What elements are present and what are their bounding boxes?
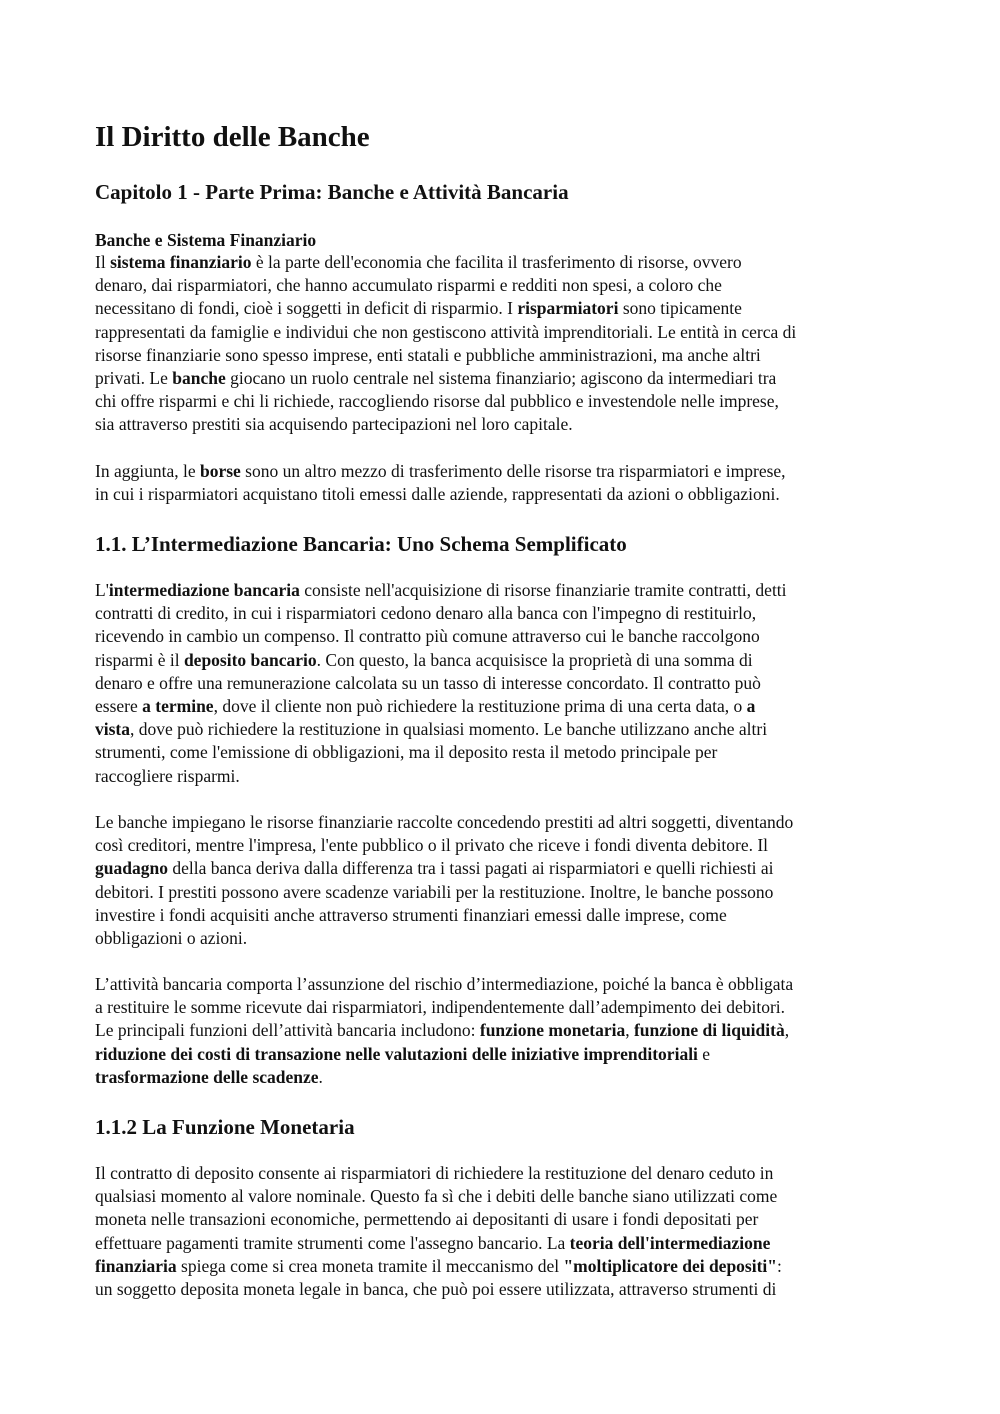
text-run: giocano un ruolo centrale nel sistema finanziario; agiscono da intermediari tra: [225, 367, 777, 388]
paragraph: [95, 251, 907, 437]
text-line: [95, 483, 907, 506]
text-run: privati. Le: [95, 367, 173, 388]
paragraph: [95, 973, 907, 1089]
text-run: In aggiunta, le: [95, 461, 200, 481]
text-run: denaro, dai risparmiatori, che hanno accumulato risparmi e redditi non spesi, a coloro che: [95, 275, 722, 296]
text-run: Le principali funzioni dell’attività bancaria includono:: [95, 1020, 480, 1041]
text-line: [95, 274, 907, 297]
text-line: [95, 1019, 907, 1042]
bold-term: intermediazione bancaria: [108, 580, 300, 600]
text-run: Il: [95, 252, 111, 272]
text-run: . Con questo, la banca acquisisce la proprietà di una somma di: [316, 649, 753, 670]
bold-term: "moltiplicatore dei depositi": [563, 1255, 778, 1276]
text-run: un soggetto deposita moneta legale in banca, che può poi essere utilizzata, attraverso strumenti di: [95, 1278, 777, 1299]
text-run: a restituire le somme ricevute dai risparmiatori, indipendentemente dall’adempimento dei debitori.: [95, 997, 786, 1018]
bold-term: deposito bancario: [183, 649, 317, 670]
section-heading-intermediazione: 1.1. L’Intermediazione Bancaria: Uno Schema Semplificato: [95, 532, 627, 556]
text-run: spiega come si crea moneta tramite il meccanismo del: [176, 1255, 564, 1276]
text-run: è la parte dell'economia che facilita il trasferimento di risorse, ovvero: [251, 252, 742, 272]
text-line: [95, 625, 907, 648]
bold-term: trasformazione delle scadenze: [95, 1066, 319, 1087]
text-run: Il contratto di deposito consente ai risparmiatori di richiedere la restituzione del denaro ceduto in: [95, 1163, 774, 1183]
text-line: [95, 413, 907, 436]
text-run: ,: [625, 1020, 634, 1041]
text-line: [95, 811, 907, 834]
text-line: [95, 602, 907, 625]
bold-term: sistema finanziario: [110, 252, 252, 272]
text-run: risorse finanziarie sono spesso imprese, enti statali e pubbliche amministrazioni, ma anche altri: [95, 344, 761, 365]
text-line: [95, 996, 907, 1019]
text-run: investire i fondi acquisiti anche attraverso strumenti finanziari emessi dalle imprese, come: [95, 904, 727, 925]
text-run: Le banche impiegano le risorse finanziarie raccolte concedendo prestiti ad altri soggetti, diventando: [95, 812, 794, 832]
text-line: [95, 904, 907, 927]
text-line: [95, 927, 907, 950]
bold-term: borse: [199, 461, 241, 481]
text-line: [95, 1278, 907, 1301]
text-line: [95, 579, 907, 602]
bold-term: a: [746, 695, 756, 716]
bold-term: vista: [95, 719, 130, 740]
text-run: della banca deriva dalla differenza tra i tassi pagati ai risparmiatori e quelli richiesti ai: [167, 858, 774, 879]
text-run: essere: [95, 695, 143, 716]
bold-term: guadagno: [95, 858, 168, 879]
text-line: [95, 251, 907, 274]
text-run: consiste nell'acquisizione di risorse finanziarie tramite contratti, detti: [299, 580, 787, 600]
text-run: debitori. I prestiti possono avere scadenze variabili per la restituzione. Inoltre, le banche possono: [95, 881, 774, 902]
text-run: ,: [784, 1020, 790, 1041]
chapter-heading: Capitolo 1 - Parte Prima: Banche e Attività Bancaria: [95, 180, 569, 204]
text-run: e: [697, 1043, 711, 1064]
text-line: [95, 297, 907, 320]
text-line: [95, 1066, 907, 1089]
text-line: [95, 765, 907, 788]
text-line: [95, 695, 907, 718]
text-line: [95, 1208, 907, 1231]
text-line: [95, 1185, 907, 1208]
paragraph: [95, 460, 907, 506]
text-line: [95, 741, 907, 764]
text-run: chi offre risparmi e chi li richiede, raccogliendo risorse dal pubblico e investendole nelle imprese,: [95, 391, 779, 412]
text-run: rappresentati da famiglie e individui che non gestiscono attività imprenditoriali. Le entità in cerca di: [95, 321, 797, 342]
paragraph: [95, 811, 907, 950]
text-line: [95, 460, 907, 483]
text-run: L’attività bancaria comporta l’assunzione del rischio d’intermediazione, poiché la banca è obbligata: [95, 974, 794, 994]
text-line: [95, 344, 907, 367]
text-run: sono un altro mezzo di trasferimento delle risorse tra risparmiatori e imprese,: [240, 461, 786, 481]
text-run: strumenti, come l'emissione di obbligazioni, ma il deposito resta il metodo principale per: [95, 742, 718, 763]
text-line: [95, 973, 907, 996]
bold-term: riduzione dei costi di transazione nelle valutazioni delle iniziative imprenditoriali: [95, 1043, 698, 1064]
text-run: necessitano di fondi, cioè i soggetti in deficit di risparmio. I: [95, 298, 518, 319]
bold-term: funzione di liquidità: [633, 1020, 785, 1041]
text-run: , dove il cliente non può richiedere la restituzione prima di una certa data, o: [213, 695, 747, 716]
bold-term: teoria dell'intermediazione: [569, 1232, 771, 1253]
text-run: , dove può richiedere la restituzione in qualsiasi momento. Le banche utilizzano anche altri: [130, 719, 768, 740]
text-line: [95, 857, 907, 880]
bold-term: finanziaria: [95, 1255, 177, 1276]
text-run: ricevendo in cambio un compenso. Il contratto più comune attraverso cui le banche raccolgono: [95, 626, 760, 647]
text-run: in cui i risparmiatori acquistano titoli emessi dalle aziende, rappresentati da azioni o obbligazioni.: [95, 484, 780, 505]
bold-term: risparmiatori: [517, 298, 619, 319]
bold-term: banche: [172, 367, 226, 388]
text-run: effettuare pagamenti tramite strumenti come l'assegno bancario. La: [95, 1232, 570, 1253]
text-run: sia attraverso prestiti sia acquisendo partecipazioni nel loro capitale.: [95, 414, 573, 435]
section-heading-funzione-monetaria: 1.1.2 La Funzione Monetaria: [95, 1115, 355, 1139]
text-run: così creditori, mentre l'impresa, l'ente pubblico o il privato che riceve i fondi diventa debitore. Il: [95, 835, 769, 856]
paragraph: [95, 1162, 907, 1301]
text-line: [95, 390, 907, 413]
text-run: .: [318, 1066, 323, 1087]
text-line: [95, 834, 907, 857]
text-run: L': [95, 580, 109, 600]
text-line: [95, 881, 907, 904]
text-line: [95, 1043, 907, 1066]
text-run: risparmi è il: [95, 649, 184, 670]
text-line: [95, 718, 907, 741]
text-run: qualsiasi momento al valore nominale. Questo fa sì che i debiti delle banche siano utilizzati come: [95, 1186, 778, 1207]
bold-term: funzione monetaria: [479, 1020, 626, 1041]
text-run: raccogliere risparmi.: [95, 765, 240, 786]
text-line: [95, 367, 907, 390]
text-run: obbligazioni o azioni.: [95, 927, 248, 948]
text-run: moneta nelle transazioni economiche, permettendo ai depositanti di usare i fondi depositati per: [95, 1209, 759, 1230]
bold-term: a termine: [142, 695, 214, 716]
section-heading-banche: Banche e Sistema Finanziario: [95, 230, 317, 250]
text-run: :: [777, 1255, 782, 1276]
paragraph: [95, 579, 907, 788]
text-line: [95, 321, 907, 344]
text-run: sono tipicamente: [618, 298, 742, 319]
text-line: [95, 649, 907, 672]
document-title: Il Diritto delle Banche: [95, 121, 370, 153]
text-line: [95, 1162, 907, 1185]
text-run: denaro e offre una remunerazione calcolata su un tasso di interesse concordato. Il contratto può: [95, 672, 761, 693]
text-line: [95, 672, 907, 695]
text-run: contratti di credito, in cui i risparmiatori cedono denaro alla banca con l'impegno di restituirlo,: [95, 603, 757, 624]
text-line: [95, 1255, 907, 1278]
text-line: [95, 1232, 907, 1255]
